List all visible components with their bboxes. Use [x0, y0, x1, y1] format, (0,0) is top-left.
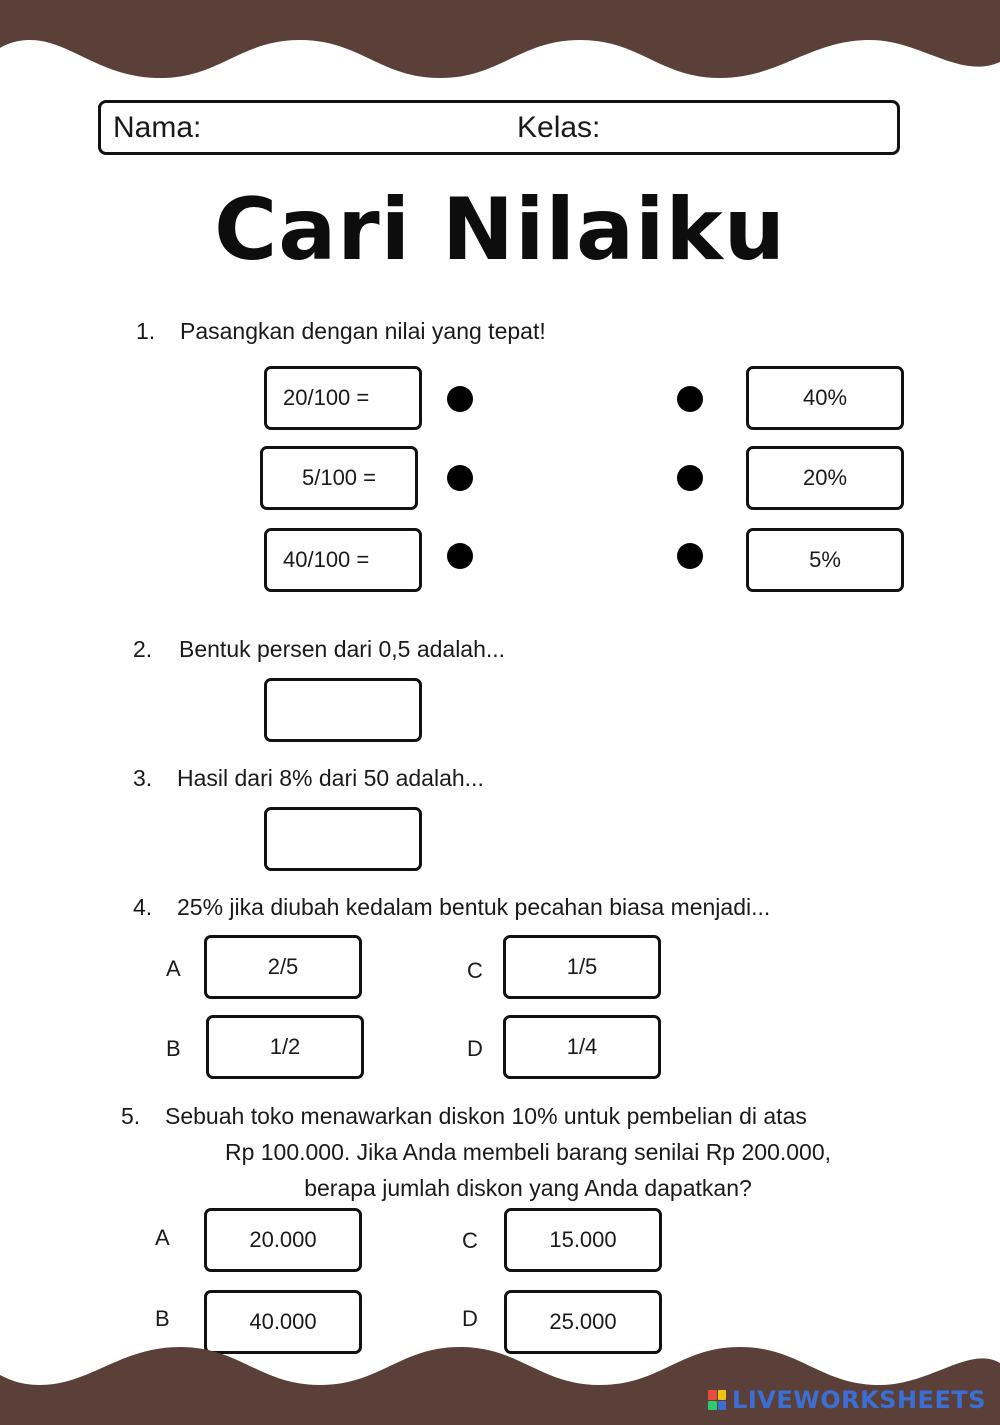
q4-option-c-letter: C	[467, 958, 483, 983]
question-5	[118, 1098, 938, 1206]
question-2	[133, 636, 505, 663]
question-5-text-1: Sebuah toko menawarkan diskon 10% untuk pembelian di atas	[165, 1103, 807, 1129]
question-4-text: 25% jika diubah kedalam bentuk pecahan biasa menjadi...	[177, 894, 771, 920]
kelas-label: Kelas:	[517, 111, 601, 144]
q4-option-a[interactable]: 2/5	[204, 935, 362, 999]
question-5-line-2: Rp 100.000. Jika Anda membeli barang senilai Rp 200.000,	[224, 1139, 832, 1165]
q4-option-b-letter: B	[166, 1036, 181, 1061]
q1-right-item-1[interactable]: 40%	[746, 366, 904, 430]
q4-option-d-letter: D	[467, 1036, 483, 1061]
q1-left-item-3[interactable]: 40/100 =	[264, 528, 422, 592]
student-info-box	[98, 100, 900, 155]
q1-right-item-3[interactable]: 5%	[746, 528, 904, 592]
q3-answer-input[interactable]	[264, 807, 422, 871]
liveworksheets-logo	[708, 1385, 986, 1415]
liveworksheets-wordmark: LIVEWORKSHEETS	[732, 1386, 986, 1414]
q5-option-d-letter: D	[462, 1306, 478, 1331]
question-4-number: 4.	[133, 894, 153, 920]
question-3	[133, 765, 484, 792]
nama-label: Nama:	[113, 111, 202, 144]
q1-right-dot-3[interactable]	[677, 543, 703, 569]
q4-option-c[interactable]: 1/5	[503, 935, 661, 999]
q5-option-b-letter: B	[155, 1306, 170, 1331]
q4-option-d[interactable]: 1/4	[503, 1015, 661, 1079]
question-5-line-3: berapa jumlah diskon yang Anda dapatkan?	[304, 1175, 752, 1201]
q4-option-a-letter: A	[166, 956, 181, 981]
q5-option-c-letter: C	[462, 1228, 478, 1253]
q1-right-dot-2[interactable]	[677, 465, 703, 491]
question-3-text: Hasil dari 8% dari 50 adalah...	[177, 765, 484, 791]
q2-answer-input[interactable]	[264, 678, 422, 742]
q1-right-item-2[interactable]: 20%	[746, 446, 904, 510]
question-1	[136, 318, 546, 345]
q1-left-dot-1[interactable]	[447, 386, 473, 412]
q5-option-a-letter: A	[155, 1225, 170, 1250]
liveworksheets-icon	[708, 1390, 726, 1410]
q5-option-b[interactable]: 40.000	[204, 1290, 362, 1354]
question-2-number: 2.	[133, 636, 153, 662]
question-4	[133, 894, 770, 921]
q5-option-a[interactable]: 20.000	[204, 1208, 362, 1272]
worksheet-title: Cari Nilaiku	[214, 180, 786, 280]
question-1-number: 1.	[136, 318, 156, 344]
question-1-text: Pasangkan dengan nilai yang tepat!	[180, 318, 546, 344]
q5-option-c[interactable]: 15.000	[504, 1208, 662, 1272]
q5-option-d[interactable]: 25.000	[504, 1290, 662, 1354]
q1-right-dot-1[interactable]	[677, 386, 703, 412]
q1-left-item-2[interactable]: 5/100 =	[260, 446, 418, 510]
question-3-number: 3.	[133, 765, 153, 791]
q1-left-dot-3[interactable]	[447, 543, 473, 569]
top-wave-decoration	[0, 0, 1000, 90]
q1-left-item-1[interactable]: 20/100 =	[264, 366, 422, 430]
question-2-text: Bentuk persen dari 0,5 adalah...	[179, 636, 506, 662]
q4-option-b[interactable]: 1/2	[206, 1015, 364, 1079]
question-5-line-1	[118, 1098, 938, 1134]
question-5-number: 5.	[121, 1103, 141, 1129]
q1-left-dot-2[interactable]	[447, 465, 473, 491]
